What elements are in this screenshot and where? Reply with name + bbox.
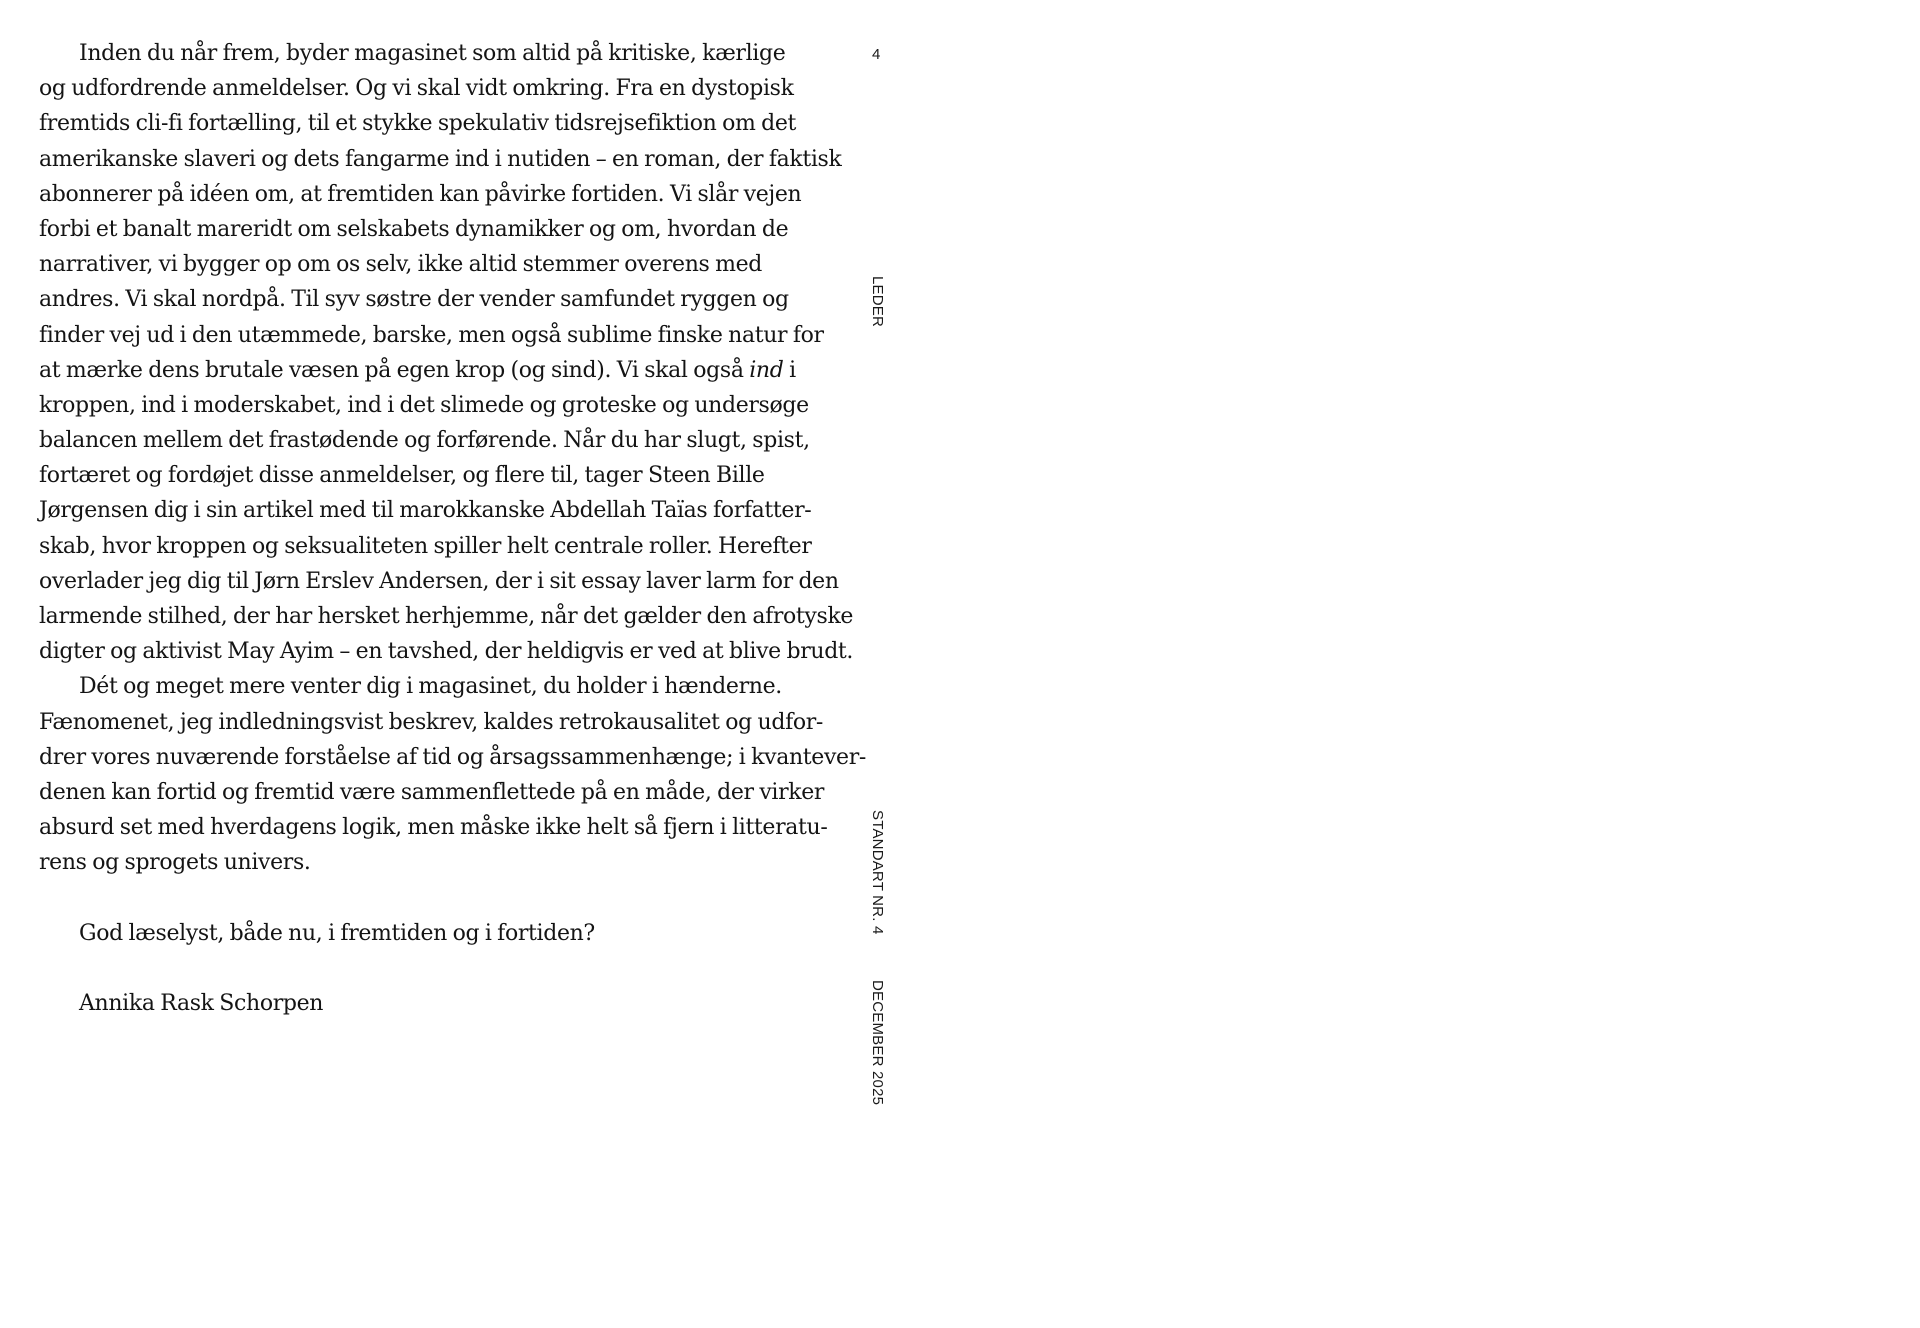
editorial-body <box>39 36 866 1021</box>
text-line: rens og sprogets univers. <box>39 850 311 876</box>
text-line: skab, hvor kroppen og seksualiteten spiller helt centrale roller. Herefter <box>39 533 812 559</box>
text-segment: i <box>783 357 796 383</box>
text-line: Fænomenet, jeg indledningsvist beskrev, kaldes retrokausalitet og udfor- <box>39 709 824 735</box>
text-line: andres. Vi skal nordpå. Til syv søstre der vender samfundet ryggen og <box>39 287 789 313</box>
text-segment: at mærke dens brutale væsen på egen krop (og sind). Vi skal også <box>39 357 750 383</box>
text-line: digter og aktivist May Ayim – en tavshed, der heldigvis er ved at blive brudt. <box>39 639 854 665</box>
text-line: finder vej ud i den utæmmede, barske, men også sublime finske natur for <box>39 322 824 348</box>
closing-line: God læselyst, både nu, i fremtiden og i fortiden? <box>79 920 595 946</box>
issue-label: STANDART NR. 4 <box>869 810 886 935</box>
text-line: drer vores nuværende forståelse af tid og årsagssammenhænge; i kvantever- <box>39 744 866 770</box>
text-line: fortæret og fordøjet disse anmeldelser, og flere til, tager Steen Bille <box>39 463 765 489</box>
text-line: narrativer, vi bygger op om os selv, ikke altid stemmer overens med <box>39 252 763 278</box>
text-line: denen kan fortid og fremtid være sammenflettede på en måde, der virker <box>39 779 825 805</box>
text-line: kroppen, ind i moderskabet, ind i det slimede og groteske og undersøge <box>39 392 809 418</box>
text-line: fremtids cli-fi fortælling, til et stykke spekulativ tidsrejsefiktion om det <box>39 111 797 137</box>
issue-date: DECEMBER 2025 <box>869 980 886 1106</box>
page-number: 4 <box>872 46 881 63</box>
spacer <box>39 881 819 916</box>
section-label: LEDER <box>869 276 886 328</box>
text-line: larmende stilhed, der har hersket herhjemme, når det gælder den afrotyske <box>39 604 854 629</box>
spacer <box>39 951 819 986</box>
text-line: absurd set med hverdagens logik, men måske ikke helt så fjern i litteratu- <box>39 815 828 841</box>
text-line: balancen mellem det frastødende og forførende. Når du har slugt, spist, <box>39 428 810 454</box>
text-line: Inden du når frem, byder magasinet som altid på kritiske, kærlige <box>79 41 786 66</box>
text-line: amerikanske slaveri og dets fangarme ind i nutiden – en roman, der faktisk <box>39 146 842 172</box>
text-line: Dét og meget mere venter dig i magasinet, du holder i hænderne. <box>79 674 782 700</box>
text-line: og udfordrende anmeldelser. Og vi skal vidt omkring. Fra en dystopisk <box>39 76 794 102</box>
text-line <box>39 353 819 388</box>
text-line: forbi et banalt mareridt om selskabets dynamikker og om, hvordan de <box>39 216 789 242</box>
text-line: abonnerer på idéen om, at fremtiden kan påvirke fortiden. Vi slår vejen <box>39 181 802 207</box>
text-line: Jørgensen dig i sin artikel med til marokkanske Abdellah Taïas forfatter- <box>39 498 812 524</box>
text-line: overlader jeg dig til Jørn Erslev Andersen, der i sit essay laver larm for den <box>39 568 839 594</box>
emphasis-text: ind <box>749 357 784 383</box>
paragraph-2 <box>39 669 866 880</box>
paragraph-1 <box>39 36 854 669</box>
author-signature: Annika Rask Schorpen <box>79 991 324 1017</box>
